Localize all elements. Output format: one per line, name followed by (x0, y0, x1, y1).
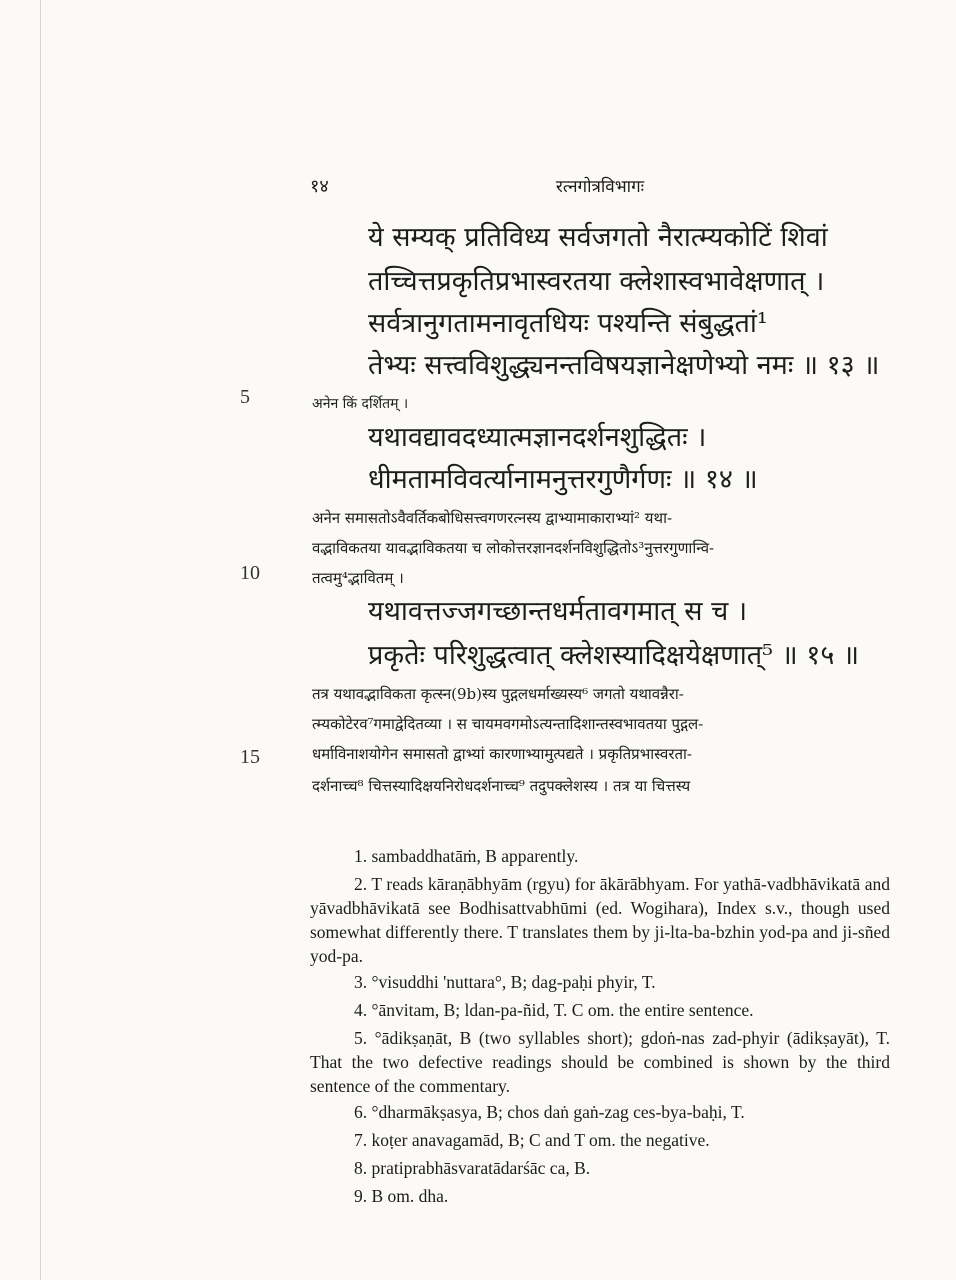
prose-line: तत्वमु⁴द्भावितम् । (312, 569, 404, 587)
verse-line: सर्वत्रानुगतामनावृतधियः पश्यन्ति संबुद्धतां¹ (368, 308, 768, 339)
margin-line-number: 10 (240, 562, 260, 584)
footnote: 1. sambaddhatāṁ, B apparently. (354, 846, 579, 866)
footnote: 9. B om. dha. (354, 1186, 449, 1206)
prose-line: अनेन किं दर्शितम् । (312, 396, 409, 412)
footnote: 6. °dharmākṣasya, B; chos daṅ gaṅ-zag ces-bya-baḥi, T. (354, 1102, 745, 1122)
footnote: 5. °ādikṣaṇāt, B (two syllables short); gdoṅ-nas zad-phyir (ādikṣayāt), T. That the two defective readings should be combined is shown by the third sentence of the commentary. (310, 1028, 890, 1096)
verse-line: तेभ्यः सत्त्वविशुद्ध्यनन्तविषयज्ञानेक्षणेभ्यो नमः ॥ १३ ॥ (368, 350, 880, 381)
prose-line: दर्शनाच्च⁸ चित्तस्यादिक्षयनिरोधदर्शनाच्च⁹ तदुपक्लेशस्य । तत्र या चित्तस्य (312, 777, 691, 795)
page-number: १४ (310, 176, 329, 197)
page-margin-rule (40, 0, 41, 1280)
running-title: रत्नगोत्रविभागः (555, 177, 645, 197)
verse-line: यथावत्तज्जगच्छान्तधर्मतावगमात् स च । (368, 596, 748, 627)
footnote: 2. T reads kāraṇābhyām (rgyu) for ākārābhyam. For yathā-vadbhāvikatā and yāvadbhāvikatā see Bodhisattvabhūmi (ed. Wogihara), Index s.v., though used somewhat differently there. T translates them by ji-lta-ba-bzhin yod-pa and ji-sñed yod-pa. (310, 874, 890, 966)
prose-line: त्म्यकोटेरव⁷गमाद्वेदितव्या । स चायमवगमोऽत्यन्तादिशान्तस्वभावतया पुद्गल- (312, 715, 704, 733)
prose-line: तत्र यथावद्भाविकता कृत्स्न(9b)स्य पुद्गलधर्माख्यस्य⁶ जगतो यथावन्नैरा- (312, 685, 684, 703)
prose-line: धर्माविनाशयोगेन समासतो द्वाभ्यां कारणाभ्यामुत्पद्यते । प्रकृतिप्रभास्वरता- (312, 745, 692, 763)
verse-line: प्रकृतेः परिशुद्धत्वात् क्लेशस्यादिक्षयेक्षणात्⁵ ॥ १५ ॥ (368, 640, 860, 671)
page-header (310, 174, 890, 204)
footnote: 8. pratiprabhāsvaratādarśāc ca, B. (354, 1158, 591, 1178)
margin-line-number: 5 (240, 386, 250, 408)
footnote: 7. koṭer anavagamād, B; C and T om. the negative. (354, 1130, 710, 1150)
prose-line: वद्भाविकतया यावद्भाविकतया च लोकोत्तरज्ञानदर्शनविशुद्धितोऽ³नुत्तरगुणान्वि- (312, 539, 715, 557)
verse-line: तच्चित्तप्रकृतिप्रभास्वरतया क्लेशास्वभावेक्षणात् । (368, 266, 825, 297)
verse-line: धीमतामविवर्त्यानामनुत्तरगुणैर्गणः ॥ १४ ॥ (368, 464, 758, 495)
footnote: 3. °visuddhi 'nuttara°, B; dag-paḥi phyir, T. (354, 972, 656, 992)
verse-line: यथावद्यावदध्यात्मज्ञानदर्शनशुद्धितः । (368, 422, 707, 453)
footnote: 4. °ānvitam, B; ldan-pa-ñid, T. C om. the entire sentence. (354, 1000, 754, 1020)
prose-line: अनेन समासतोऽवैवर्तिकबोधिसत्त्वगणरत्नस्य द्वाभ्यामाकाराभ्यां² यथा- (312, 509, 673, 527)
verse-line: ये सम्यक् प्रतिविध्य सर्वजगतो नैरात्म्यकोटिं शिवां (368, 222, 828, 253)
margin-line-number: 15 (240, 746, 260, 768)
